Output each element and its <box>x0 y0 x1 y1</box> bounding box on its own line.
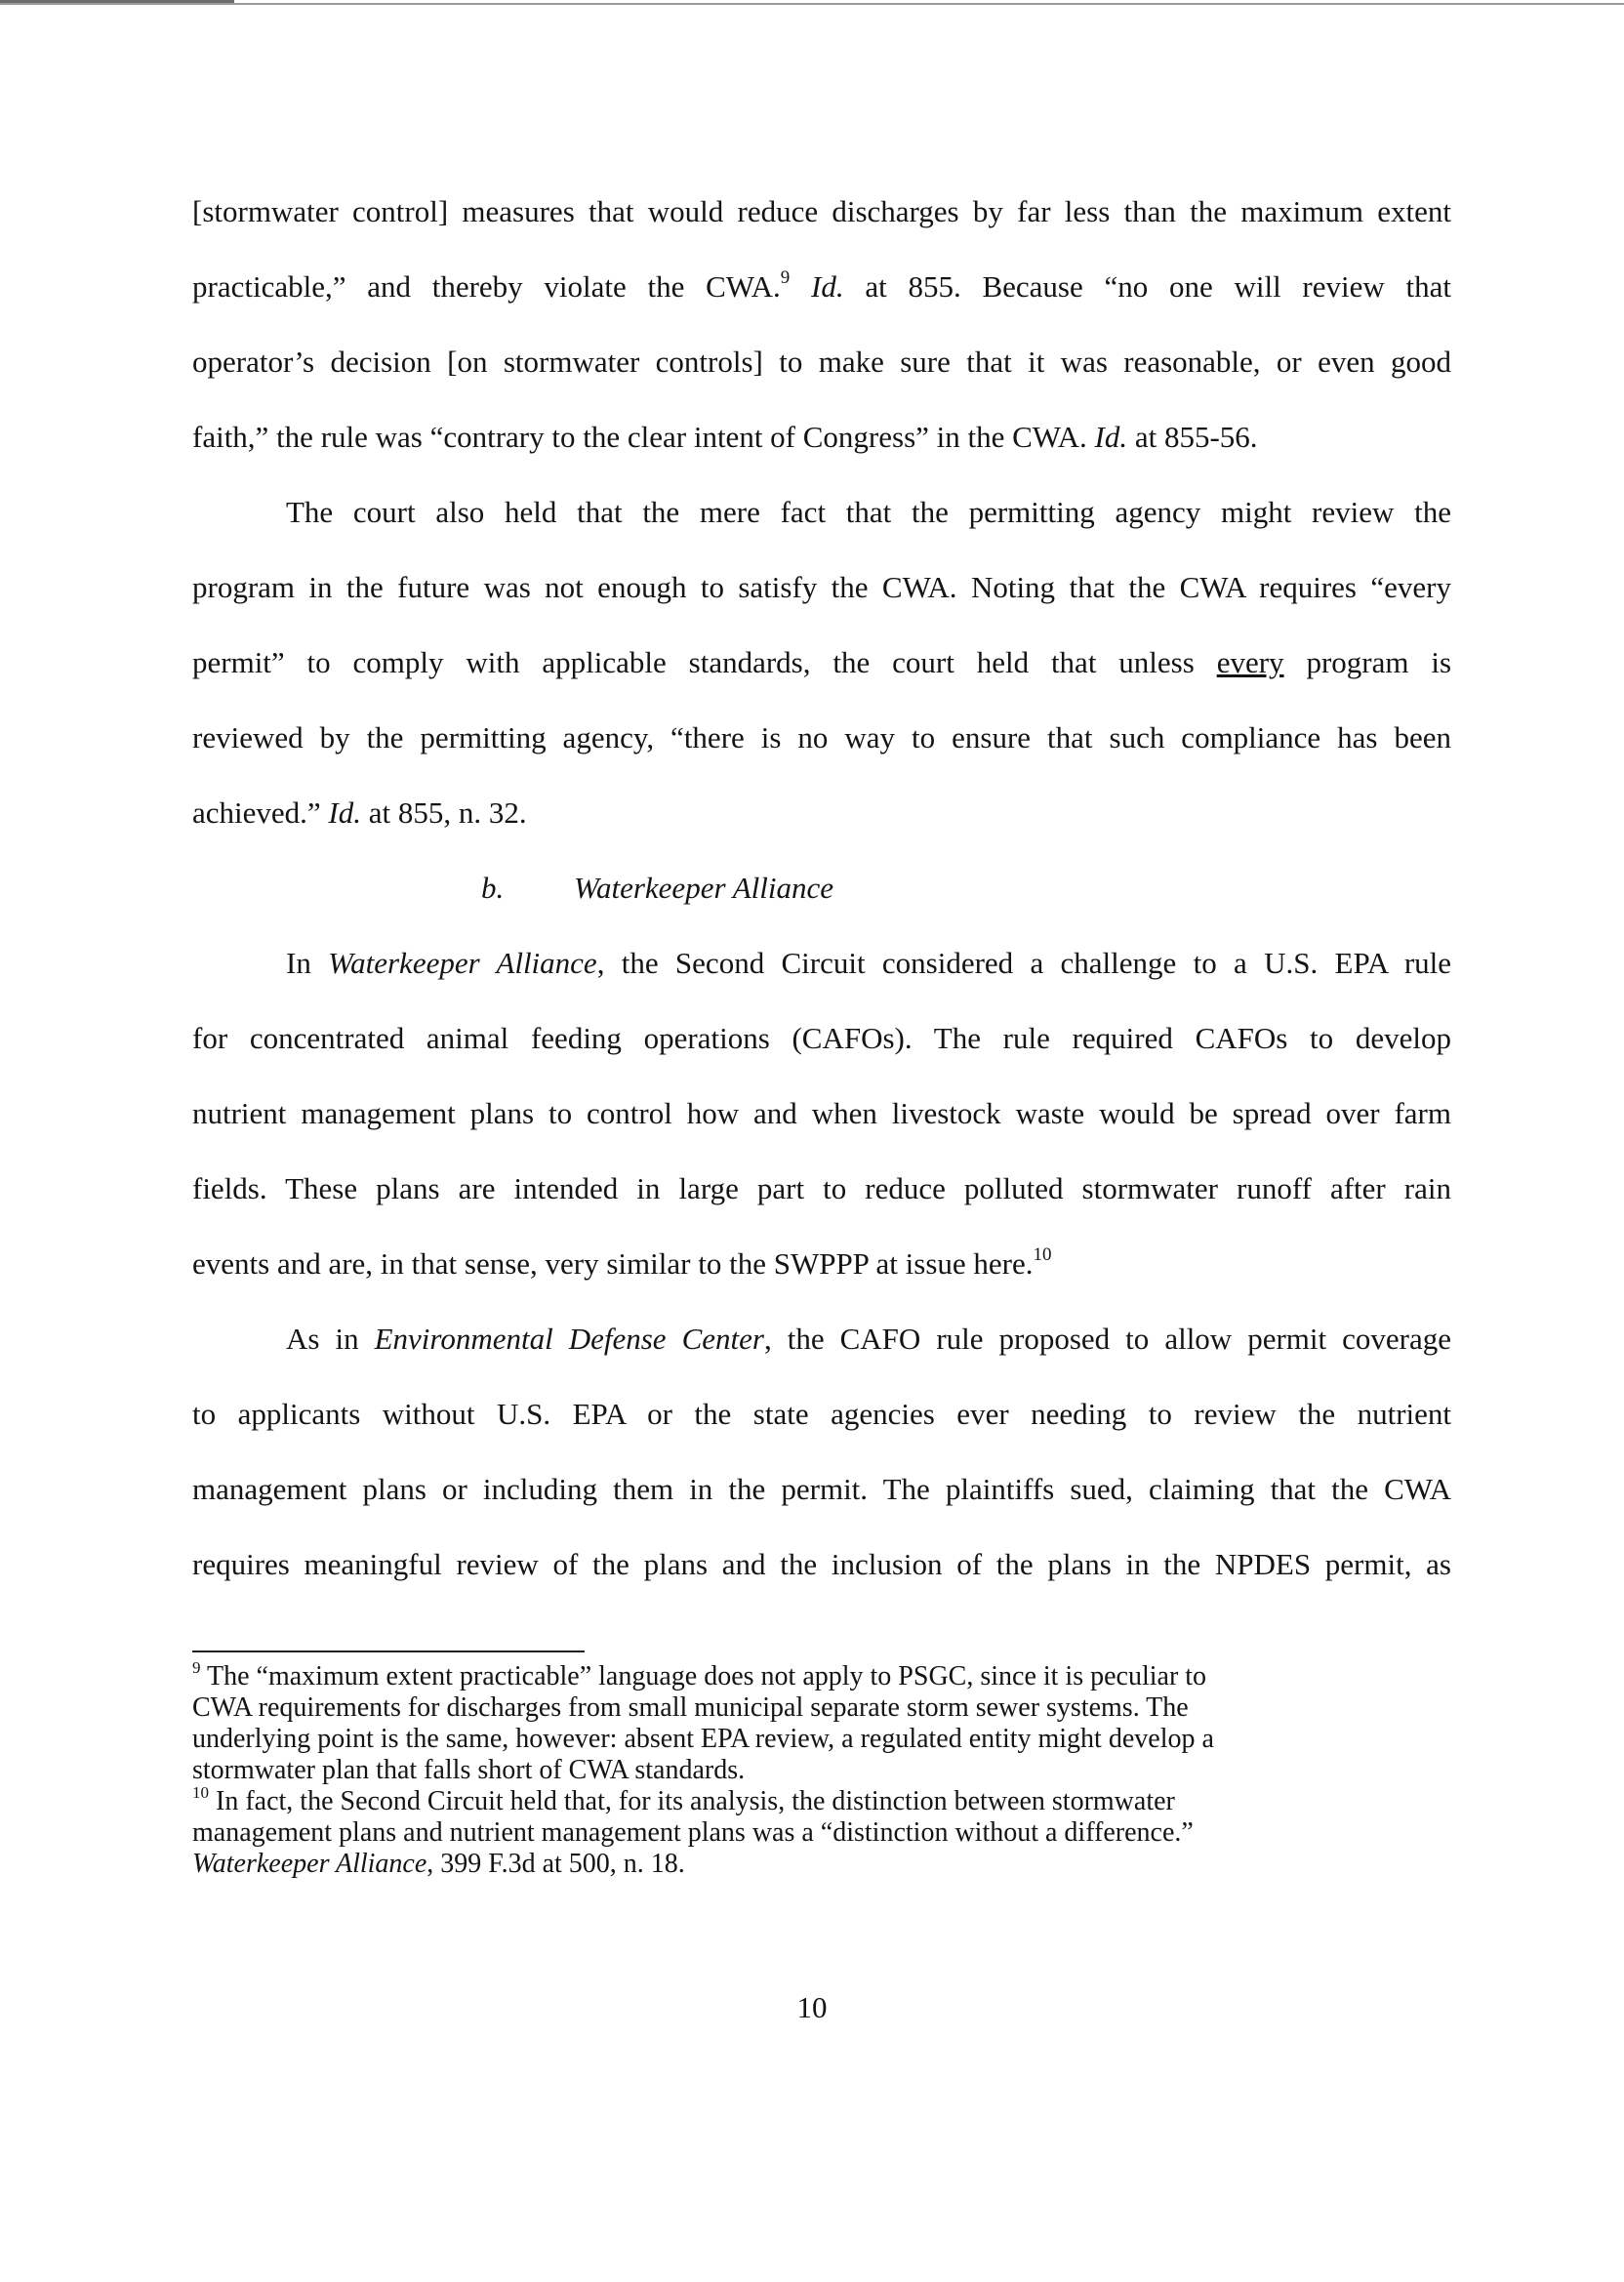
footnote-separator <box>192 1650 585 1652</box>
body-line: The court also held that the mere fact that the permitting agency might review the <box>286 495 1451 529</box>
body-line: achieved.” Id. at 855, n. 32. <box>192 795 527 830</box>
document-body <box>192 174 1451 1602</box>
section-title: Waterkeeper Alliance <box>574 871 833 905</box>
body-line: fields. These plans are intended in large part to reduce polluted stormwater runoff after rain <box>192 1171 1451 1205</box>
footnote-10: $^{10}$ In fact, the Second Circuit held that, for its analysis, the distinction between stormwater <box>192 1783 1175 1816</box>
footnotes <box>192 1658 1451 1880</box>
body-line: reviewed by the permitting agency, “there is no way to ensure that such compliance has been <box>192 720 1451 754</box>
section-heading <box>192 850 1451 925</box>
body-line: to applicants without U.S. EPA or the state agencies ever needing to review the nutrient <box>192 1397 1451 1431</box>
body-line: permit” to comply with applicable standards, the court held that unless every program is <box>192 645 1452 679</box>
body-line: In Waterkeeper Alliance, the Second Circuit considered a challenge to a U.S. EPA rule <box>286 946 1452 980</box>
body-line: management plans or including them in the permit. The plaintiffs sued, claiming that the CWA <box>192 1472 1451 1506</box>
footnote-ref-10: 10 <box>1033 1244 1052 1265</box>
body-line: nutrient management plans to control how and when livestock waste would be spread over farm <box>192 1096 1451 1130</box>
body-line: for concentrated animal feeding operations (CAFOs). The rule required CAFOs to develop <box>192 1021 1451 1055</box>
footnote-10-line: Waterkeeper Alliance, 399 F.3d at 500, n. 18. <box>192 1849 685 1879</box>
body-line: practicable,” and thereby violate the CWA.$^9$ Id. at 855. Because “no one will review that <box>192 267 1452 304</box>
body-line: program in the future was not enough to satisfy the CWA. Noting that the CWA requires “every <box>192 570 1451 604</box>
section-label: b. <box>481 871 505 905</box>
footnote-9-line: stormwater plan that falls short of CWA standards. <box>192 1755 746 1785</box>
body-line: As in Environmental Defense Center, the CAFO rule proposed to allow permit coverage <box>286 1322 1451 1356</box>
underlined-word: every <box>1216 645 1284 679</box>
body-line: requires meaningful review of the plans and the inclusion of the plans in the NPDES permit, as <box>192 1547 1451 1581</box>
body-line: events and are, in that sense, very similar to the SWPPP at issue here.$^{10}$ <box>192 1244 1052 1281</box>
scan-top-rule <box>0 3 1624 5</box>
body-line: faith,” the rule was “contrary to the clear intent of Congress” in the CWA. Id. at 855-56. <box>192 420 1258 454</box>
footnote-9-line: underlying point is the same, however: absent EPA review, a regulated entity might develop a <box>192 1724 1214 1754</box>
footnote-ref-9: 9 <box>780 267 791 288</box>
footnote-9: $^9$ The “maximum extent practicable” language does not apply to PSGC, since it is peculiar to <box>192 1658 1207 1691</box>
body-line: [stormwater control] measures that would reduce discharges by far less than the maximum extent <box>192 194 1451 228</box>
footnote-9-line: CWA requirements for discharges from small municipal separate storm sewer systems. The <box>192 1692 1189 1723</box>
footnote-10-line: management plans and nutrient management plans was a “distinction without a difference.” <box>192 1817 1194 1848</box>
page-number: 10 <box>796 1990 828 2024</box>
body-line: operator’s decision [on stormwater controls] to make sure that it was reasonable, or even good <box>192 345 1451 379</box>
